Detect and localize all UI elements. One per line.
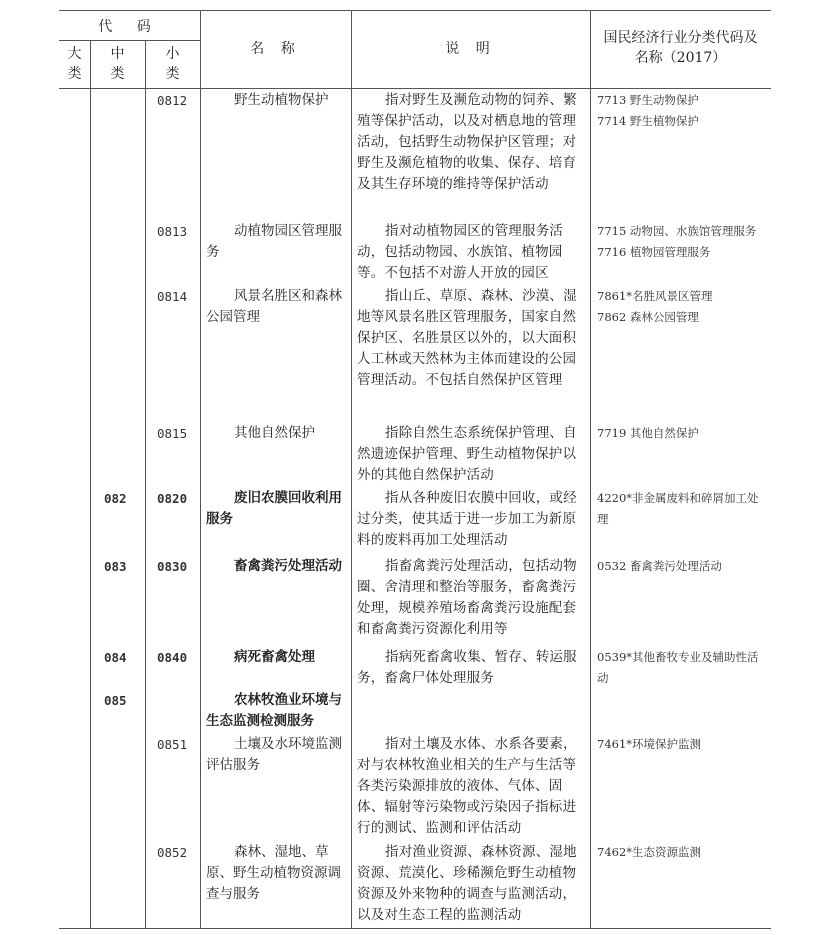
category-name: 农林牧渔业环境与生态监测检测服务 [206,692,342,729]
category-name: 病死畜禽处理 [234,649,315,665]
medium-code: 082 [104,491,127,506]
header-major: 大 类 [67,46,82,82]
category-name: 野生动植物保护 [234,92,329,108]
category-desc: 指对野生及濒危动物的饲养、繁殖等保护活动，以及对栖息地的管理活动，包括野生动物保护区管理；对野生及濒危植物的收集、保存、培育及其生存环境的维持等保护活动 [357,92,577,192]
ref-codes [597,556,769,577]
table-top-border [59,10,771,11]
category-desc: 指病死畜禽收集、暂存、转运服务，畜禽尸体处理服务 [357,649,577,686]
col-divider-medium [145,40,146,928]
col-divider-name [351,10,352,928]
header-name: 名 称 [250,41,301,57]
header-ref: 国民经济行业分类代码及 名称（2017） [603,30,758,66]
medium-code: 084 [104,650,127,665]
ref-item: 7714 野生植物保护 [597,114,699,128]
minor-code: 0851 [157,737,188,752]
header-bottom-border [59,88,771,89]
ref-codes [597,488,769,530]
ref-item: 7862 森林公园管理 [597,310,699,324]
minor-code: 0814 [157,289,188,304]
ref-codes [597,90,769,132]
minor-code: 0812 [157,93,188,108]
ref-codes [597,734,769,755]
ref-item: 7713 野生动物保护 [597,93,699,107]
medium-code: 083 [104,559,127,574]
ref-item: 4220*非金属废料和碎屑加工处理 [597,491,759,526]
table-bottom-border [59,928,771,929]
ref-codes [597,286,769,328]
minor-code: 0840 [157,650,188,665]
col-divider-major [90,40,91,928]
ref-item: 7861*名胜风景区管理 [597,289,713,303]
header-medium: 中 类 [110,46,125,82]
category-name: 废旧农膜回收利用服务 [206,490,342,527]
ref-item: 7715 动物园、水族馆管理服务 [597,224,757,238]
category-name: 畜禽粪污处理活动 [234,558,342,574]
minor-code: 0852 [157,845,188,860]
category-name: 土壤及水环境监测评估服务 [206,736,342,773]
minor-code: 0830 [157,559,188,574]
ref-item: 7716 植物园管理服务 [597,245,711,259]
category-desc: 指对动植物园区的管理服务活动，包括动物园、水族馆、植物园等。不包括不对游人开放的园区 [357,223,564,281]
minor-code: 0813 [157,224,188,239]
ref-codes [597,423,769,444]
category-desc: 指从各种废旧农膜中回收，或经过分类，使其适于进一步加工为新原料的废料再加工处理活动 [357,490,577,548]
category-desc: 指畜禽粪污处理活动，包括动物圈、舍清理和整治等服务，畜禽粪污处理，规模养殖场畜禽粪污设施配套和畜禽粪污资源化利用等 [357,558,577,637]
col-divider-minor [200,10,201,928]
category-desc: 指除自然生态系统保护管理、自然遗迹保护管理、野生动植物保护以外的其他自然保护活动 [357,425,577,483]
header-code-divider [59,40,200,41]
ref-codes [597,221,769,263]
category-name: 风景名胜区和森林公园管理 [206,288,342,325]
category-desc: 指山丘、草原、森林、沙漠、湿地等风景名胜区管理服务，国家自然保护区、名胜景区以外的，以大面积人工林或天然林为主体而建设的公园管理活动。不包括自然保护区管理 [357,288,577,388]
minor-code: 0820 [157,491,188,506]
category-desc: 指对渔业资源、森林资源、湿地资源、荒漠化、珍稀濒危野生动植物资源及外来物种的调查与监测活动，以及对生态工程的监测活动 [357,844,577,923]
ref-item: 7462*生态资源监测 [597,845,702,859]
medium-code: 085 [104,693,127,708]
category-name: 森林、湿地、草原、野生动植物资源调查与服务 [206,844,341,902]
header-code-group: 代 码 [98,19,161,35]
header-minor: 小 类 [165,46,180,82]
category-desc: 指对土壤及水体、水系各要素，对与农林牧渔业相关的生产与生活等各类污染源排放的液体、气体、固体、辐射等污染物或污染因子指标进行的测试、监测和评估活动 [357,736,577,836]
ref-codes [597,842,769,863]
ref-codes [597,647,769,689]
col-divider-desc [590,10,591,928]
ref-item: 0532 畜禽粪污处理活动 [597,559,722,573]
header-desc: 说 明 [445,41,496,57]
ref-item: 7719 其他自然保护 [597,426,699,440]
category-name: 其他自然保护 [234,425,315,441]
ref-item: 0539*其他畜牧专业及辅助性活动 [597,650,759,685]
ref-item: 7461*环境保护监测 [597,737,702,751]
category-name: 动植物园区管理服务 [206,223,342,260]
minor-code: 0815 [157,426,188,441]
